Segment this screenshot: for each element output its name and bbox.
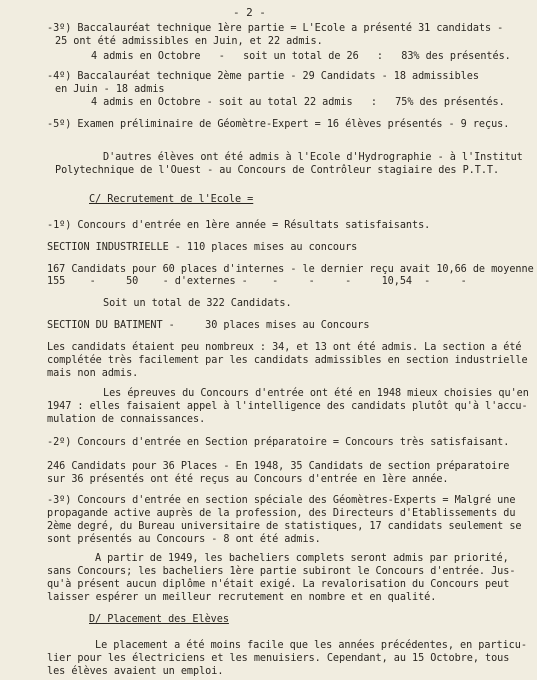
text-line: -1º) Concours d'entrée en 1ère année = Résultats satisfaisants. [47, 220, 431, 231]
text-line: 246 Candidats pour 36 Places - En 1948, 35 Candidats de section préparatoire [47, 461, 510, 472]
text-line: -3º) Concours d'entrée en section spéciale des Géomètres-Experts = Malgré une [47, 495, 516, 506]
text-line: laisser espérer un meilleur recrutement en nombre et en qualité. [47, 592, 437, 603]
page-number: - 2 - [233, 6, 266, 19]
text-line: SECTION INDUSTRIELLE - 110 places mises au concours [47, 242, 358, 253]
section-heading-d: D/ Placement des Elèves [89, 614, 229, 625]
text-line: 4 admis en Octobre - soit un total de 26 : 83% des présentés. [91, 51, 511, 62]
text-line: 155 - 50 - d'externes - - - - 10,54 - - [47, 276, 467, 287]
text-line: Les candidats étaient peu nombreux : 34, et 13 ont été admis. La section a été [47, 342, 522, 353]
text-line: sur 36 présentés ont été reçus au Concours d'entrée en 1ère année. [47, 474, 449, 485]
text-line: -5º) Examen préliminaire de Géomètre-Expert = 16 élèves présentés - 9 reçus. [47, 119, 510, 130]
text-line: complétée très facilement par les candidats admissibles en section industrielle [47, 355, 528, 366]
text-line: 4 admis en Octobre - soit au total 22 admis : 75% des présentés. [91, 97, 505, 108]
text-line: Soit un total de 322 Candidats. [103, 298, 292, 309]
text-line: Le placement a été moins facile que les années précédentes, en particu- [95, 640, 527, 651]
text-line: Polytechnique de l'Ouest - au Concours de Contrôleur stagiaire des P.T.T. [55, 165, 500, 176]
text-line: 25 ont été admissibles en Juin, et 22 admis. [55, 36, 323, 47]
text-line: qu'à présent aucun diplôme n'était exigé. La revalorisation du Concours peut [47, 579, 510, 590]
text-line: 167 Candidats pour 60 places d'internes - le dernier reçu avait 10,66 de moyenne [47, 264, 534, 275]
text-line: D'autres élèves ont été admis à l'Ecole d'Hydrographie - à l'Institut [103, 152, 523, 163]
text-line: mais non admis. [47, 368, 139, 379]
text-line: propagande active auprès de la profession, des Directeurs d'Etablissements du [47, 508, 516, 519]
text-line: 2ème degré, du Bureau universitaire de statistiques, 17 candidats seulement se [47, 521, 522, 532]
text-line: SECTION DU BATIMENT - 30 places mises au Concours [47, 320, 370, 331]
text-line: mulation de connaissances. [47, 414, 206, 425]
text-line: -4º) Baccalauréat technique 2ème partie - 29 Candidats - 18 admissibles [47, 71, 479, 82]
text-line: sont présentés au Concours - 8 ont été admis. [47, 534, 321, 545]
text-line: sans Concours; les bacheliers 1ère partie subiront le Concours d'entrée. Jus- [47, 566, 516, 577]
text-line: en Juin - 18 admis [55, 84, 165, 95]
text-line: A partir de 1949, les bacheliers complets seront admis par priorité, [95, 553, 509, 564]
text-line: 1947 : elles faisaient appel à l'intelligence des candidats plutôt qu'à l'accu- [47, 401, 528, 412]
section-heading-c: C/ Recrutement de l'Ecole = [89, 194, 254, 205]
text-line: Les épreuves du Concours d'entrée ont été en 1948 mieux choisies qu'en [103, 388, 529, 399]
text-line: lier pour les électriciens et les menuisiers. Cependant, au 15 Octobre, tous [47, 653, 510, 664]
text-line: les élèves avaient un emploi. [47, 666, 224, 677]
text-line: -2º) Concours d'entrée en Section préparatoire = Concours très satisfaisant. [47, 437, 510, 448]
text-line: -3º) Baccalauréat technique 1ère partie = L'Ecole a présenté 31 candidats - [47, 23, 504, 34]
